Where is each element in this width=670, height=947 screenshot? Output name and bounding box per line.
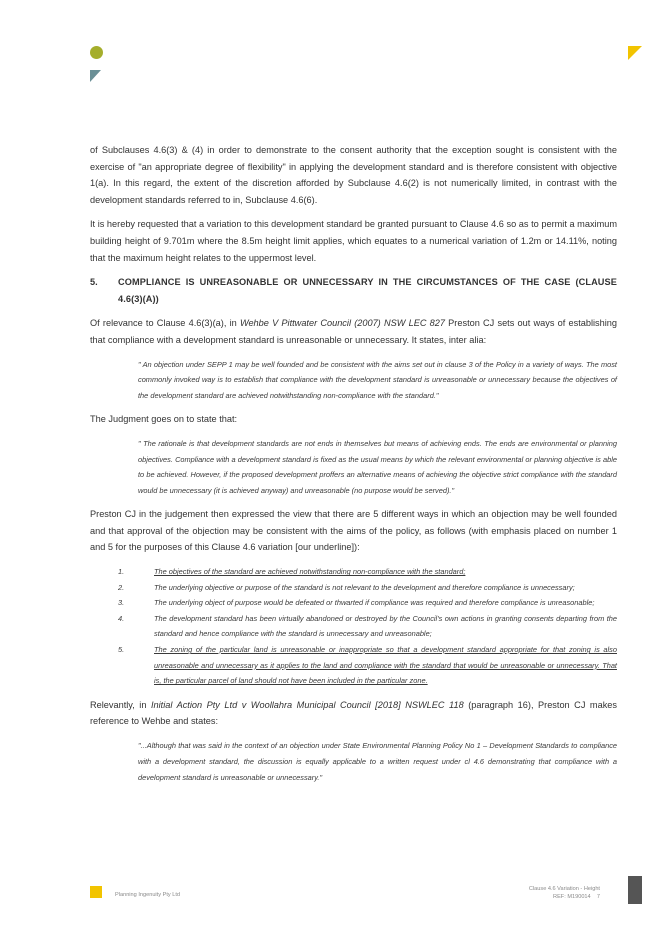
footer-reference [470, 885, 600, 901]
list-item: 1. The objectives of the standard are achieved notwithstanding non-compliance with the standard; [118, 567, 466, 577]
logo-triangle-decoration [90, 70, 101, 82]
paragraph-6: Relevantly, in Initial Action Pty Ltd v Woollahra Municipal Council [2018] NSWLEC 118 (paragraph 16), Preston CJ makes reference to Wehbe and states: [90, 699, 617, 727]
block-quote-3: "...Although that was said in the context of an objection under State Environmental Planning Policy No 1 – Development Standards to compliance with a development standard, the discussion is equally applicable to a written request under cl 4.6 demonstrating that compliance with a development standard is unreasonable or unnecessary." [138, 741, 617, 782]
paragraph-4: The Judgment goes on to state that: [90, 414, 238, 425]
numbered-list [90, 564, 617, 689]
list-item: 3. The underlying object of purpose would be defeated or thwarted if compliance was required and therefore compliance is unreasonable; [118, 598, 595, 608]
footer-organisation: Planning Ingenuity Pty Ltd [115, 892, 180, 898]
list-item: 4. The development standard has been virtually abandoned or destroyed by the Council's own actions in granting consents departing from the standard and hence compliance with the standard is unnecessary and unreasonable; [118, 613, 617, 639]
footer-bar-decoration [628, 876, 642, 904]
document-body [90, 142, 617, 786]
case-citation: Initial Action Pty Ltd v Woollahra Municipal Council [2018] NSWLEC 118 [150, 699, 464, 710]
paragraph-5: Preston CJ in the judgement then expressed the view that there are 5 different ways in which an objection may be well founded and that approval of the objection may be consistent with the aims of the policy, as follows (with emphasis placed on number 1 and 5 for the purposes of this Clause 4.6 variation [our underline]): [90, 509, 617, 553]
paragraph-1: of Subclauses 4.6(3) & (4) in order to demonstrate to the consent authority that the exception sought is consistent with the exercise of "an appropriate degree of flexibility" in applying the development standard and is therefore consistent with objective 1(a). In this regard, the extent of the discretion afforded by Subclause 4.6(2) is not numerically limited, in contrast with the development standards referred to in, Subclause 4.6(6). [90, 145, 617, 205]
block-quote-2: " The rationale is that development standards are not ends in themselves but means of achieving ends. The ends are environmental or planning objectives. Compliance with a development standard is fixed as the usual means by which the relevant environmental or planning objective is able to be achieved. However, if the proposed development proffers an alternative means of achieving the objective strict compliance with the standard would be unnecessary (it is achieved anyway) and unreasonable (no purpose would be served)." [138, 438, 617, 495]
logo-dot-decoration [90, 46, 103, 59]
list-item: 2. The underlying objective or purpose of the standard is not relevant to the development and therefore compliance is unnecessary; [118, 582, 575, 592]
section-heading [90, 274, 617, 307]
footer-doc-title: Clause 4.6 Variation - Height [528, 886, 600, 892]
paragraph-3: Of relevance to Clause 4.6(3)(a), in Wehbe V Pittwater Council (2007) NSW LEC 827 Preston CJ sets out ways of establishing that compliance with a development standard is unreasonable or unnecessary. It states, inter alia: [90, 318, 618, 345]
block-quote-1: " An objection under SEPP 1 may be well founded and be consistent with the aims set out in clause 3 of the Policy in a variety of ways. The most commonly invoked way is to establish that compliance with the development standard is unreasonable or unnecessary because the objectives of the development standard are achieved notwithstanding non-compliance with the standard." [138, 359, 617, 400]
list-item: 5. The zoning of the particular land is unreasonable or inappropriate so that a development standard appropriate for that zoning is also unreasonable and unnecessary as it applies to the land and compliance with the standard that would be unreasonable or unnecessary. That is, the particular parcel of land should not have been included in the particular zone. [118, 645, 617, 686]
footer-ref: REF: M190014 [553, 894, 591, 900]
corner-accent-decoration [628, 46, 642, 60]
page-number: 7 [596, 894, 600, 900]
section-title: COMPLIANCE IS UNREASONABLE OR UNNECESSARY IN THE CIRCUMSTANCES OF THE CASE (CLAUSE 4.6(3)(A)) [118, 277, 617, 304]
paragraph-2: It is hereby requested that a variation to this development standard be granted pursuant to Clause 4.6 so as to permit a maximum building height of 9.701m where the 8.5m height limit applies, which equates to a numerical variation of 1.2m or 14.11%, noting that the maximum height relates to the uppermost level. [90, 219, 617, 263]
footer-logo-square [90, 886, 102, 898]
section-number: 5. [90, 277, 98, 288]
case-citation: Wehbe V Pittwater Council (2007) NSW LEC 827 [239, 318, 445, 329]
